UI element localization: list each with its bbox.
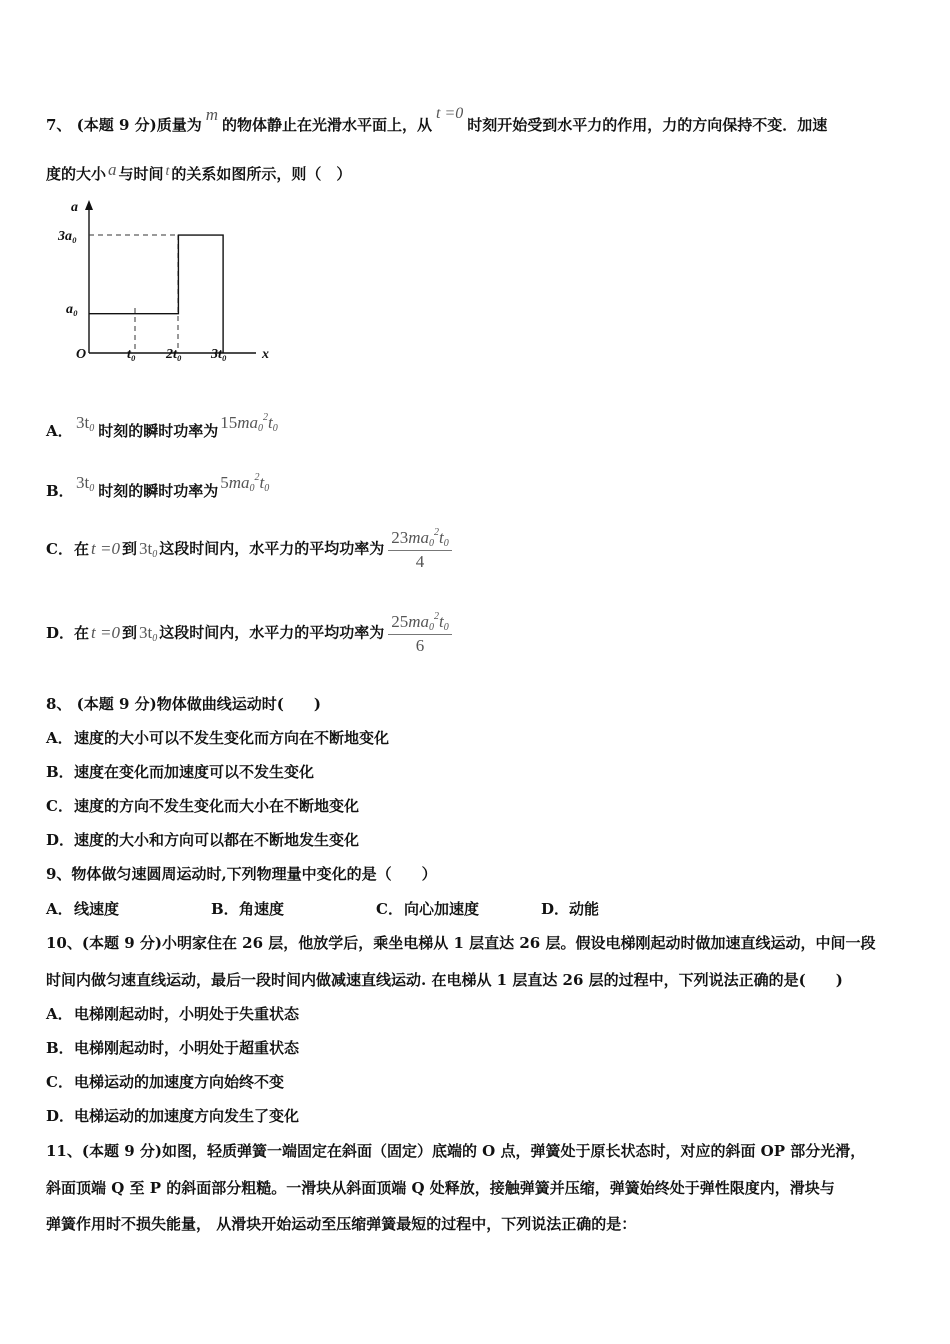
q7-mid2: 时刻开始受到水平力的作用，力的方向保持不变．加速 bbox=[467, 116, 828, 134]
graph-y-label: a bbox=[71, 200, 78, 215]
q8-b-text: 速度在变化而加速度可以不发生变化 bbox=[74, 763, 315, 781]
q9-d-label: D． bbox=[541, 900, 570, 918]
q7-d-den: 6 bbox=[415, 636, 425, 655]
q8-a-label: A． bbox=[46, 729, 73, 747]
q7-mid1: 的物体静止在光滑水平面上，从 bbox=[222, 116, 433, 134]
q7-c-text: 这段时间内，水平力的平均功率为 bbox=[159, 539, 385, 558]
q11-stem-line1: 11、(本题 9 分)如图，轻质弹簧一端固定在斜面（固定）底端的 O 点，弹簧处于原长状态时，对应的斜面 OP 部分光滑， bbox=[46, 1142, 866, 1160]
q7-d-pre: 3t bbox=[138, 622, 153, 642]
q9-b-label: B． bbox=[211, 900, 239, 918]
q7-d-text: 这段时间内，水平力的平均功率为 bbox=[159, 623, 385, 642]
q9-option-a bbox=[46, 898, 211, 919]
q9-c-text: 向心加速度 bbox=[404, 900, 480, 918]
graph-y-arrow bbox=[85, 200, 93, 210]
q7-d-coef: 25 bbox=[391, 612, 409, 631]
q8-option-d bbox=[46, 829, 359, 850]
q10-c-label: C． bbox=[46, 1073, 73, 1091]
q7-a-symbol: a bbox=[108, 160, 117, 179]
q9-option-c bbox=[376, 898, 541, 919]
q7-c-den: 4 bbox=[415, 552, 425, 571]
graph-y-tick-a0: a₀ bbox=[66, 302, 78, 317]
q10-c-text: 电梯运动的加速度方向始终不变 bbox=[74, 1073, 285, 1091]
q7-b-pre-sub: 0 bbox=[89, 483, 95, 494]
q7-b-esup: 2 bbox=[254, 472, 260, 483]
q7-a-text: 时刻的瞬时功率为 bbox=[98, 422, 219, 440]
q7-a-tail: t bbox=[268, 413, 273, 432]
q7-d-fraction bbox=[388, 611, 452, 656]
q7-c-tail: t bbox=[439, 528, 444, 547]
q7-b-esub: 0 bbox=[249, 483, 255, 494]
q7-option-a bbox=[46, 412, 278, 442]
q8-option-b bbox=[46, 761, 314, 782]
q10-option-a bbox=[46, 1003, 299, 1024]
q8-stem: 8、 (本题 9 分)物体做曲线运动时( ) bbox=[46, 695, 321, 713]
q8-d-text: 速度的大小和方向可以都在不断地发生变化 bbox=[74, 831, 360, 849]
q7-c-pre: 3t bbox=[138, 538, 153, 558]
q7-d-tail: t bbox=[439, 612, 444, 631]
q7-b-text: 时刻的瞬时功率为 bbox=[98, 482, 219, 500]
q7-a-expr: ma bbox=[237, 413, 259, 432]
q7-a-pre: 3t bbox=[76, 413, 90, 432]
q11-stem-line2: 斜面顶端 Q 至 P 的斜面部分粗糙。一滑块从斜面顶端 Q 处释放，接触弹簧并压缩，弹簧始终处于弹性限度内，滑块与 bbox=[46, 1179, 835, 1197]
q7-c-coef: 23 bbox=[391, 528, 409, 547]
q9-a-label: A． bbox=[46, 900, 73, 918]
q7-c-fraction bbox=[388, 527, 452, 572]
q8-c-label: C． bbox=[46, 797, 73, 815]
q7-prefix: 7、 (本题 9 分)质量为 bbox=[46, 116, 202, 134]
q10-a-label: A． bbox=[46, 1005, 73, 1023]
q7-option-b bbox=[46, 472, 270, 502]
q7-a-esup: 2 bbox=[263, 412, 269, 423]
q7-line2b: 与时间 bbox=[118, 165, 164, 183]
q7-option-c-label: C． bbox=[46, 539, 73, 558]
q7-d-to: 到 bbox=[121, 623, 137, 642]
q7-option-c bbox=[46, 527, 452, 572]
q10-option-c bbox=[46, 1071, 284, 1092]
q7-c-esup: 2 bbox=[434, 527, 440, 538]
q7-b-pre: 3t bbox=[76, 473, 90, 492]
q10-b-text: 电梯刚起动时，小明处于超重状态 bbox=[74, 1039, 300, 1057]
q7-option-d-label: D． bbox=[46, 623, 75, 642]
q7-graph bbox=[56, 195, 286, 370]
q7-b-coef: 5 bbox=[220, 473, 229, 492]
q7-d-esub: 0 bbox=[429, 622, 435, 633]
q7-option-a-label: A． bbox=[46, 422, 73, 440]
q9-option-b bbox=[211, 898, 376, 919]
q7-c-to: 到 bbox=[121, 539, 137, 558]
graph-series-line bbox=[89, 235, 223, 353]
q8-a-text: 速度的大小可以不发生变化而方向在不断地变化 bbox=[74, 729, 390, 747]
q7-line2a: 度的大小 bbox=[46, 165, 107, 183]
q10-d-label: D． bbox=[46, 1107, 75, 1125]
q7-a-esub: 0 bbox=[258, 423, 264, 434]
q10-stem-line1: 10、(本题 9 分)小明家住在 26 层，他放学后，乘坐电梯从 1 层直达 26 层。假设电梯刚起动时做加速直线运动，中间一段 bbox=[46, 934, 876, 952]
q7-d-expr: ma bbox=[408, 612, 430, 631]
q7-a-tsub: 0 bbox=[272, 423, 278, 434]
q7-d-intro: 在 bbox=[74, 623, 90, 642]
q10-option-d bbox=[46, 1105, 299, 1126]
q7-b-tsub: 0 bbox=[264, 483, 270, 494]
q8-c-text: 速度的方向不发生变化而大小在不断地变化 bbox=[74, 797, 360, 815]
q7-option-b-label: B． bbox=[46, 482, 74, 500]
graph-x-tick-2t0: 2t₀ bbox=[166, 347, 182, 362]
q8-option-a bbox=[46, 727, 389, 748]
q7-c-expr: ma bbox=[408, 528, 430, 547]
q9-stem: 9、物体做匀速圆周运动时,下列物理量中变化的是（ ） bbox=[46, 865, 437, 883]
q7-mass-symbol: m bbox=[205, 105, 219, 124]
q7-d-teq: t =0 bbox=[91, 622, 120, 642]
q7-c-pre-sub: 0 bbox=[152, 548, 158, 560]
q7-stem-line1 bbox=[46, 105, 828, 135]
q9-d-text: 动能 bbox=[569, 900, 600, 918]
graph-origin: O bbox=[76, 347, 87, 362]
q7-a-coef: 15 bbox=[220, 413, 238, 432]
q7-d-esup: 2 bbox=[434, 611, 440, 622]
q11-stem-line3: 弹簧作用时不损失能量， 从滑块开始运动至压缩弹簧最短的过程中，下列说法正确的是： bbox=[46, 1215, 637, 1233]
graph-x-tick-t0: t₀ bbox=[127, 347, 136, 362]
q10-option-b bbox=[46, 1037, 299, 1058]
q7-t0-eq: t =0 bbox=[436, 105, 464, 122]
q10-stem-line2: 时间内做匀速直线运动，最后一段时间内做减速直线运动. 在电梯从 1 层直达 26 层的过程中，下列说法正确的是( ) bbox=[46, 971, 843, 989]
q8-option-c bbox=[46, 795, 359, 816]
q9-options bbox=[46, 898, 599, 919]
q10-d-text: 电梯运动的加速度方向发生了变化 bbox=[74, 1107, 300, 1125]
q9-option-d bbox=[541, 898, 599, 919]
q7-stem-line2 bbox=[46, 160, 352, 184]
q7-a-pre-sub: 0 bbox=[89, 423, 95, 434]
q8-d-label: D． bbox=[46, 831, 75, 849]
graph-x-tick-3t0: 3t₀ bbox=[211, 347, 227, 362]
q7-b-expr: ma bbox=[228, 473, 250, 492]
q7-option-d bbox=[46, 611, 452, 656]
q8-b-label: B． bbox=[46, 763, 74, 781]
q7-c-teq: t =0 bbox=[91, 538, 120, 558]
q9-b-text: 角速度 bbox=[239, 900, 285, 918]
q7-d-tsub: 0 bbox=[443, 622, 449, 633]
q10-b-label: B． bbox=[46, 1039, 74, 1057]
q9-a-text: 线速度 bbox=[74, 900, 120, 918]
q7-b-tail: t bbox=[259, 473, 265, 492]
q9-c-label: C． bbox=[376, 900, 403, 918]
q7-c-intro: 在 bbox=[74, 539, 90, 558]
q7-c-tsub: 0 bbox=[443, 538, 449, 549]
q7-line2c: 的关系如图所示，则（ ） bbox=[171, 165, 352, 183]
q10-a-text: 电梯刚起动时，小明处于失重状态 bbox=[74, 1005, 300, 1023]
graph-y-tick-3a0: 3a₀ bbox=[58, 229, 77, 244]
q7-d-pre-sub: 0 bbox=[152, 632, 158, 644]
graph-x-label: x bbox=[262, 347, 269, 362]
q7-t-symbol: t bbox=[165, 164, 170, 179]
q7-c-esub: 0 bbox=[429, 538, 435, 549]
